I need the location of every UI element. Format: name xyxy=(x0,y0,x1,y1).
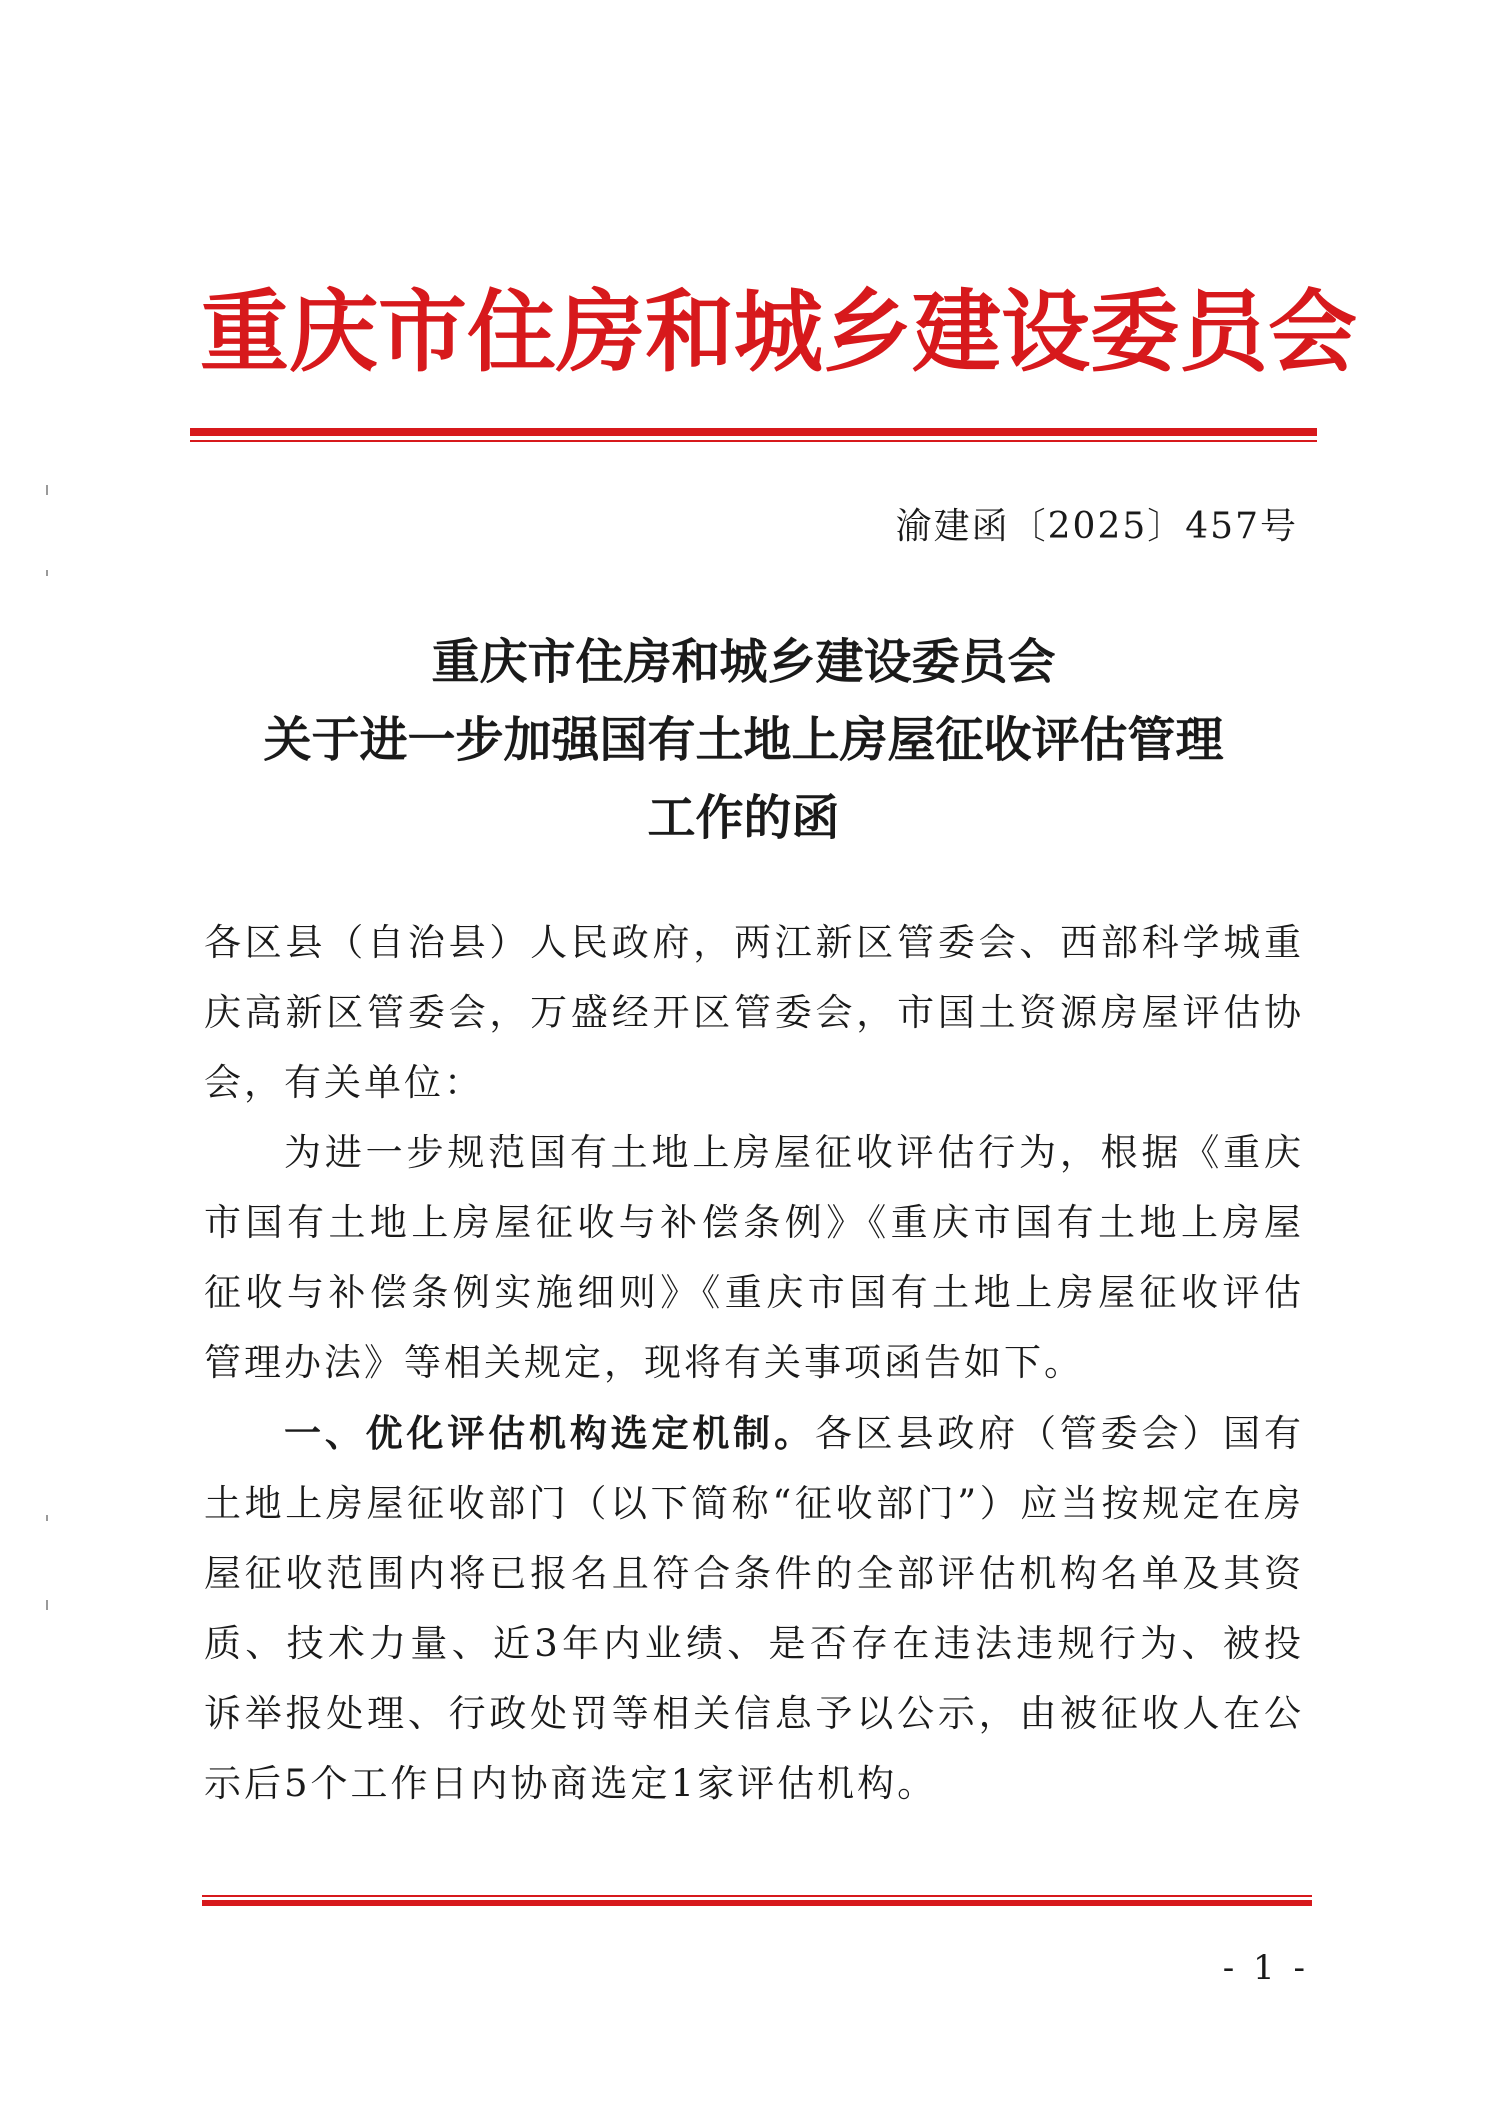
title-line-2: 关于进一步加强国有土地上房屋征收评估管理 xyxy=(263,712,1224,768)
intro-paragraph: 为进一步规范国有土地上房屋征收评估行为，根据《重庆市国有土地上房屋征收与补偿条例》《重庆市国有土地上房屋征收与补偿条例实施细则》《重庆市国有土地上房屋征收评估管理办法》等相关规定，现将有关事项函告如下。 xyxy=(204,1131,1304,1384)
scan-mark xyxy=(46,570,48,576)
header-rule-thin xyxy=(190,440,1317,442)
document-body xyxy=(204,908,1304,1819)
header-rule-thick xyxy=(190,428,1317,436)
scan-mark xyxy=(46,485,48,495)
scan-mark xyxy=(46,1515,48,1521)
addressees: 各区县（自治县）人民政府，两江新区管委会、西部科学城重庆高新区管委会，万盛经开区管委会，市国土资源房屋评估协会，有关单位： xyxy=(204,921,1304,1104)
point-1-text: 各区县政府（管委会）国有土地上房屋征收部门（以下简称“征收部门”）应当按规定在房屋征收范围内将已报名且符合条件的全部评估机构名单及其资质、技术力量、近3年内业绩、是否存在违法违规行为、被投诉举报处理、行政处罚等相关信息予以公示，由被征收人在公示后5个工作日内协商选定1家评估机构。 xyxy=(204,1412,1305,1805)
scan-mark xyxy=(46,1600,48,1610)
page-number: - 1 - xyxy=(1222,1948,1309,1988)
title-line-1: 重庆市住房和城乡建设委员会 xyxy=(431,634,1056,690)
point-1-paragraph xyxy=(204,1398,1304,1819)
document-number: 渝建函〔2025〕457号 xyxy=(895,506,1298,547)
footer-rule-thick xyxy=(202,1900,1312,1906)
document-title xyxy=(150,623,1337,857)
title-line-3: 工作的函 xyxy=(647,790,840,846)
footer-rule-thin xyxy=(202,1895,1312,1897)
masthead: 重庆市住房和城乡建设委员会 xyxy=(200,280,1357,384)
point-1-heading: 一、优化评估机构选定机制。 xyxy=(284,1411,815,1455)
